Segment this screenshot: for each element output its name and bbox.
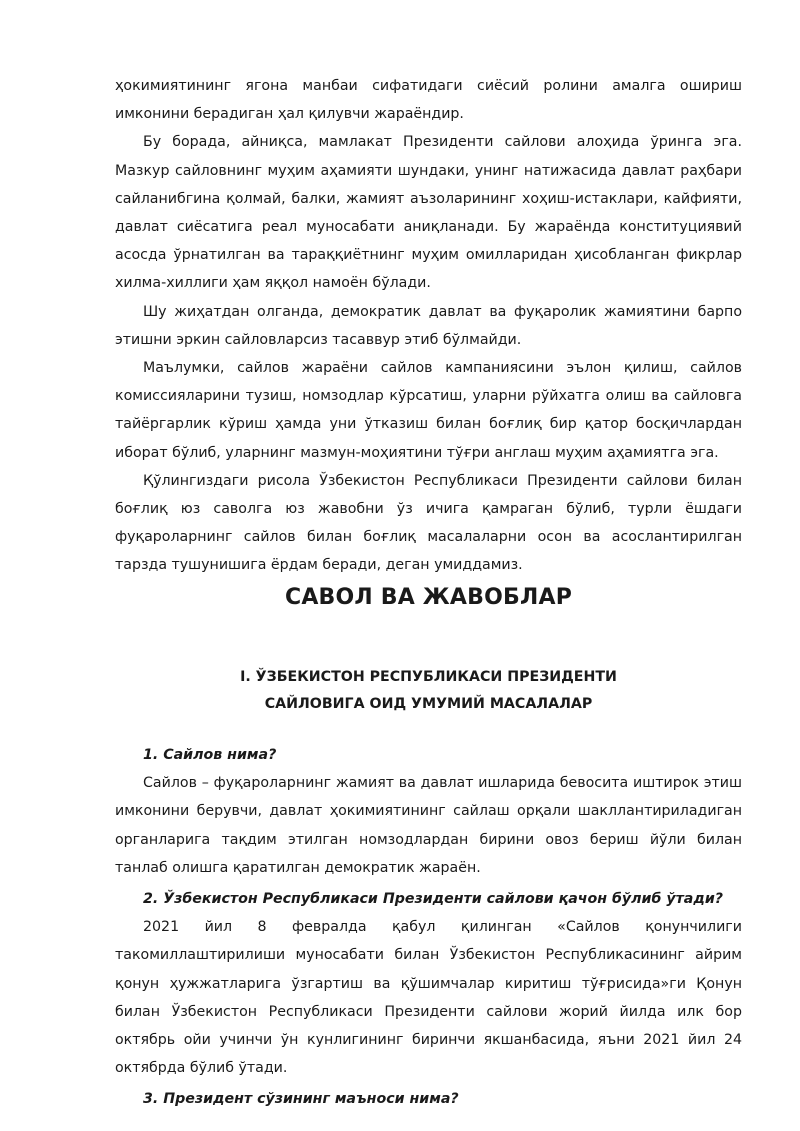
intro-paragraph: Шу жиҳатдан олганда, демократик давлат ва фуқаролик жамиятини барпо этишни эркин сайловларсиз тасаввур этиб бўлмайди.: [115, 303, 742, 348]
section-title-line-2: САЙЛОВИГА ОИД УМУМИЙ МАСАЛАЛАР: [264, 696, 593, 712]
intro-paragraph: Маълумки, сайлов жараёни сайлов кампаниясини эълон қилиш, сайлов комиссияларини тузиш, номзодлар кўрсатиш, уларни рўйхатга олиш ва сайловга тайёргарлик кўриш ҳамда уни ўтказиш билан боғлиқ бир қатор босқичлардан иборат бўлиб, уларнинг мазмун-моҳиятини тўғри англаш муҳим аҳамиятга эга.: [115, 360, 742, 461]
section-title-line-1: I. ЎЗБЕКИСТОН РЕСПУБЛИКАСИ ПРЕЗИДЕНТИ: [240, 669, 617, 685]
question-2: 2. Ўзбекистон Республикаси Президенти сайлови қачон бўлиб ўтади?: [143, 891, 723, 908]
question-1: 1. Сайлов нима?: [143, 747, 277, 763]
questions-and-answers: [115, 741, 742, 1114]
question-3: 3. Президент сўзининг маъноси нима?: [143, 1091, 459, 1108]
intro-paragraph: Бу борада, айниқса, мамлакат Президенти сайлови алоҳида ўринга эга. Мазкур сайловнинг муҳим аҳамияти шундаки, унинг натижасида давлат раҳбари сайланибгина қолмай, балки, жамият аъзоларининг хоҳиш-истаклари, кайфияти, давлат сиёсатига реал муносабати аниқланади. Бу жараёнда конституциявий асосда ўрнатилган ва тараққиётнинг муҳим омилларидан ҳисобланган фикрлар хилма-хиллиги ҳам яққол намоён бўлади.: [115, 134, 742, 292]
intro-paragraph-continued: ҳокимиятининг ягона манбаи сифатидаги сиёсий ролини амалга ошириш имконини берадиган ҳал қилувчи жараёндир.: [115, 78, 742, 123]
answer-2: 2021 йил 8 февралда қабул қилинган «Сайлов қонунчилиги такомиллаштирилиши муносабати билан Ўзбекистон Республикасининг айрим қонун ҳужжатларига ўзгартиш ва қўшимчалар киритиш тўғрисида»ги Қонун билан Ўзбекистон Республикаси Президенти сайлови жорий йилда илк бор октябрь ойи учинчи ўн кунлигининг биринчи якшанбасида, яъни 2021 йил 24 октябрда бўлиб ўтади.: [115, 919, 742, 1077]
intro-paragraph: Қўлингиздаги рисола Ўзбекистон Республикаси Президенти сайлови билан боғлиқ юз саволга юз жавобни ўз ичига қамраган бўлиб, турли ёшдаги фуқароларнинг сайлов билан боғлиқ масалаларни осон ва асослантирилган тарзда тушунишига ёрдам беради, деган умиддамиз.: [115, 472, 742, 574]
section-title: [115, 664, 742, 718]
answer-1: Сайлов – фуқароларнинг жамият ва давлат ишларида бевосита иштирок этиш имконини берувчи, давлат ҳокимиятининг сайлаш орқали шакллантириладиган органларига тақдим этилган номзодлардан бирини овоз бериш йўли билан танлаб олишга қаратилган демократик жараён.: [115, 775, 742, 876]
main-title: САВОЛ ВА ЖАВОБЛАР: [284, 585, 573, 610]
